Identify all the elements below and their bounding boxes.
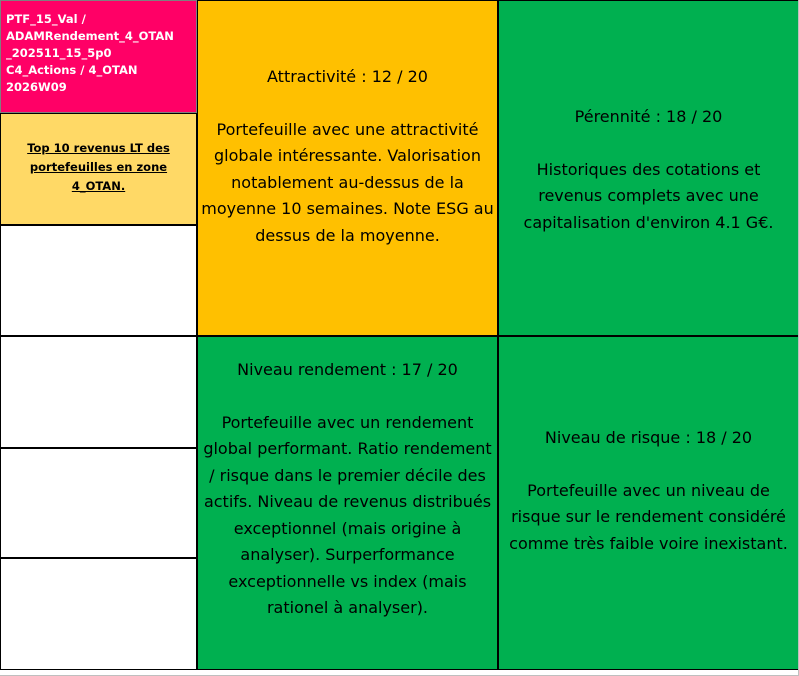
empty-cell-1: [0, 225, 197, 336]
risque-text: Portefeuille avec un niveau de risque sur le rendement considéré comme très faible voire inexistant.: [509, 480, 788, 553]
risque-title: Niveau de risque : 18 / 20: [544, 428, 753, 447]
perennite-cell: [498, 0, 799, 336]
risque-cell: [498, 336, 799, 670]
perennite-text: Historiques des cotations et revenus complets avec une capitalisation d'environ 4.1 G€.: [523, 159, 774, 232]
empty-cell-2: [0, 336, 197, 448]
ranking-text: Top 10 revenus LT des portefeuilles en zone 4_OTAN.: [27, 141, 170, 193]
portfolio-id-text: PTF_15_Val / ADAMRendement_4_OTAN _202511_15_5p0 C4_Actions / 4_OTAN 2026W09: [6, 12, 174, 94]
attractivite-text: Portefeuille avec une attractivité globale intéressante. Valorisation notablement au-dessus de la moyenne 10 semaines. Note ESG au dessus de la moyenne.: [201, 119, 494, 245]
perennite-title: Pérennité : 18 / 20: [574, 107, 723, 126]
rendement-cell: [197, 336, 498, 670]
empty-cell-4: [0, 558, 197, 670]
attractivite-cell: [197, 0, 498, 336]
rendement-title: Niveau rendement : 17 / 20: [237, 360, 458, 379]
portfolio-id-cell: [0, 0, 197, 113]
attractivite-title: Attractivité : 12 / 20: [267, 67, 428, 86]
empty-cell-3: [0, 448, 197, 558]
ranking-cell: [0, 113, 197, 225]
rendement-text: Portefeuille avec un rendement global performant. Ratio rendement / risque dans le premier décile des actifs. Niveau de revenus distribués exceptionnel (mais origine à analyser). Surperformance exceptionnelle vs index (mais rationel à analyser).: [203, 412, 492, 617]
